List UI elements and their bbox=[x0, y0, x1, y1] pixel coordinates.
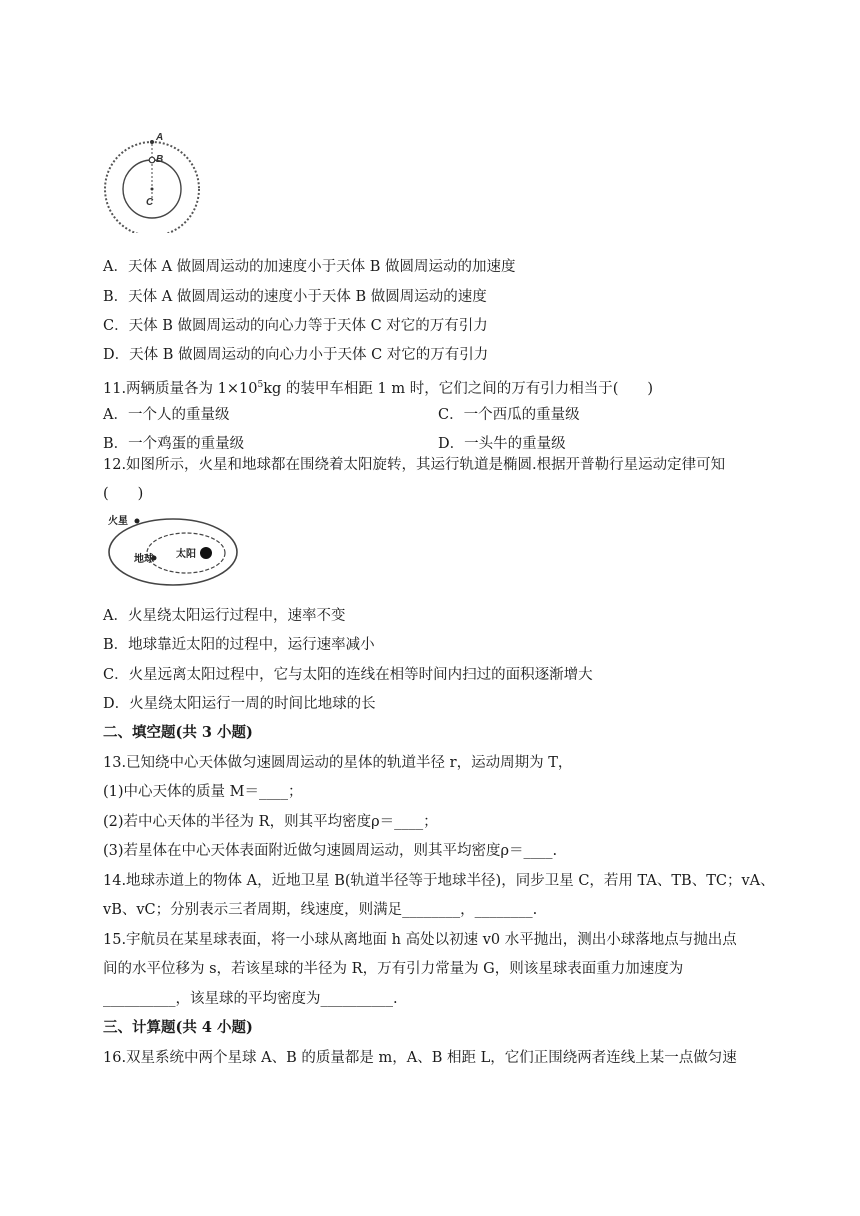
q16-line1: 16.双星系统中两个星球 A、B 的质量都是 m，A、B 相距 L，它们正围绕两者连线上某一点做匀速 bbox=[103, 1050, 737, 1066]
label-c: C bbox=[146, 197, 154, 208]
label-sun: 太阳 bbox=[176, 549, 196, 560]
body-c-dot bbox=[151, 188, 154, 191]
q10-option-c: C．天体 B 做圆周运动的向心力等于天体 C 对它的万有引力 bbox=[103, 318, 488, 334]
label-mars: 火星 bbox=[108, 516, 128, 527]
q13-line3: (2)若中心天体的半径为 R，则其平均密度ρ＝____； bbox=[103, 814, 438, 830]
q11-stem-sup: 5 bbox=[257, 380, 264, 390]
q15-line1: 15.宇航员在某星球表面，将一小球从离地面 h 高处以初速 v0 水平抛出，测出小球落地点与抛出点 bbox=[103, 932, 737, 948]
q11-stem bbox=[103, 375, 653, 399]
q15-line2: 间的水平位移为 s，若该星球的半径为 R，万有引力常量为 G，则该星球表面重力加速度为 bbox=[103, 961, 684, 977]
q13-line4: (3)若星体在中心天体表面附近做匀速圆周运动，则其平均密度ρ＝____. bbox=[103, 843, 558, 859]
label-a: A bbox=[156, 132, 164, 143]
label-earth: 地球 bbox=[134, 554, 154, 565]
q12-option-d: D．火星绕太阳运行一周的时间比地球的长 bbox=[103, 696, 376, 712]
solar-orbit-figure bbox=[100, 508, 245, 588]
q12-option-c: C．火星远离太阳过程中，它与太阳的连线在相等时间内扫过的面积逐渐增大 bbox=[103, 667, 593, 683]
q11-stem-prefix: 11.两辆质量各为 1×10 bbox=[103, 380, 258, 397]
q10-option-b: B．天体 A 做圆周运动的速度小于天体 B 做圆周运动的速度 bbox=[103, 289, 487, 305]
body-a-dot bbox=[150, 140, 154, 144]
q13-line1: 13.已知绕中心天体做匀速圆周运动的星体的轨道半径 r，运动周期为 T， bbox=[103, 755, 573, 771]
q13-line2: (1)中心天体的质量 M＝____； bbox=[103, 784, 303, 800]
q11-option-b: B．一个鸡蛋的重量级 bbox=[103, 436, 245, 452]
q11-option-a: A．一个人的重量级 bbox=[103, 407, 230, 423]
mars-orbit bbox=[109, 519, 237, 585]
sun-dot bbox=[200, 547, 212, 559]
q11-stem-suffix: kg 的装甲车相距 1 m 时，它们之间的万有引力相当于( ) bbox=[263, 380, 654, 397]
q12-option-a: A．火星绕太阳运行过程中，速率不变 bbox=[103, 608, 346, 624]
section-calc-heading: 三、计算题(共 4 小题) bbox=[103, 1019, 253, 1036]
q12-option-b: B．地球靠近太阳的过程中，运行速率减小 bbox=[103, 637, 375, 653]
orbit-figure-abc bbox=[100, 128, 205, 233]
q12-stem-line2: ( ) bbox=[103, 486, 144, 502]
q11-option-c: C．一个西瓜的重量级 bbox=[438, 407, 580, 423]
q10-option-d: D．天体 B 做圆周运动的向心力小于天体 C 对它的万有引力 bbox=[103, 347, 489, 363]
q15-line3: __________，该星球的平均密度为__________. bbox=[103, 991, 398, 1007]
q11-option-d: D．一头牛的重量级 bbox=[438, 436, 566, 452]
q14-line2: vB、vC；分别表示三者周期，线速度，则满足________，________. bbox=[103, 902, 538, 918]
body-b-dot bbox=[149, 157, 155, 163]
q12-stem-line1: 12.如图所示，火星和地球都在围绕着太阳旋转，其运行轨道是椭圆.根据开普勒行星运动定律可知 bbox=[103, 457, 726, 473]
q10-option-a: A．天体 A 做圆周运动的加速度小于天体 B 做圆周运动的加速度 bbox=[103, 259, 516, 275]
label-b: B bbox=[156, 154, 164, 165]
section-fill-in-heading: 二、填空题(共 3 小题) bbox=[103, 724, 253, 741]
mars-dot bbox=[135, 519, 140, 524]
q14-line1: 14.地球赤道上的物体 A，近地卫星 B(轨道半径等于地球半径)，同步卫星 C，若用 TA、TB、TC；vA、 bbox=[103, 873, 775, 889]
